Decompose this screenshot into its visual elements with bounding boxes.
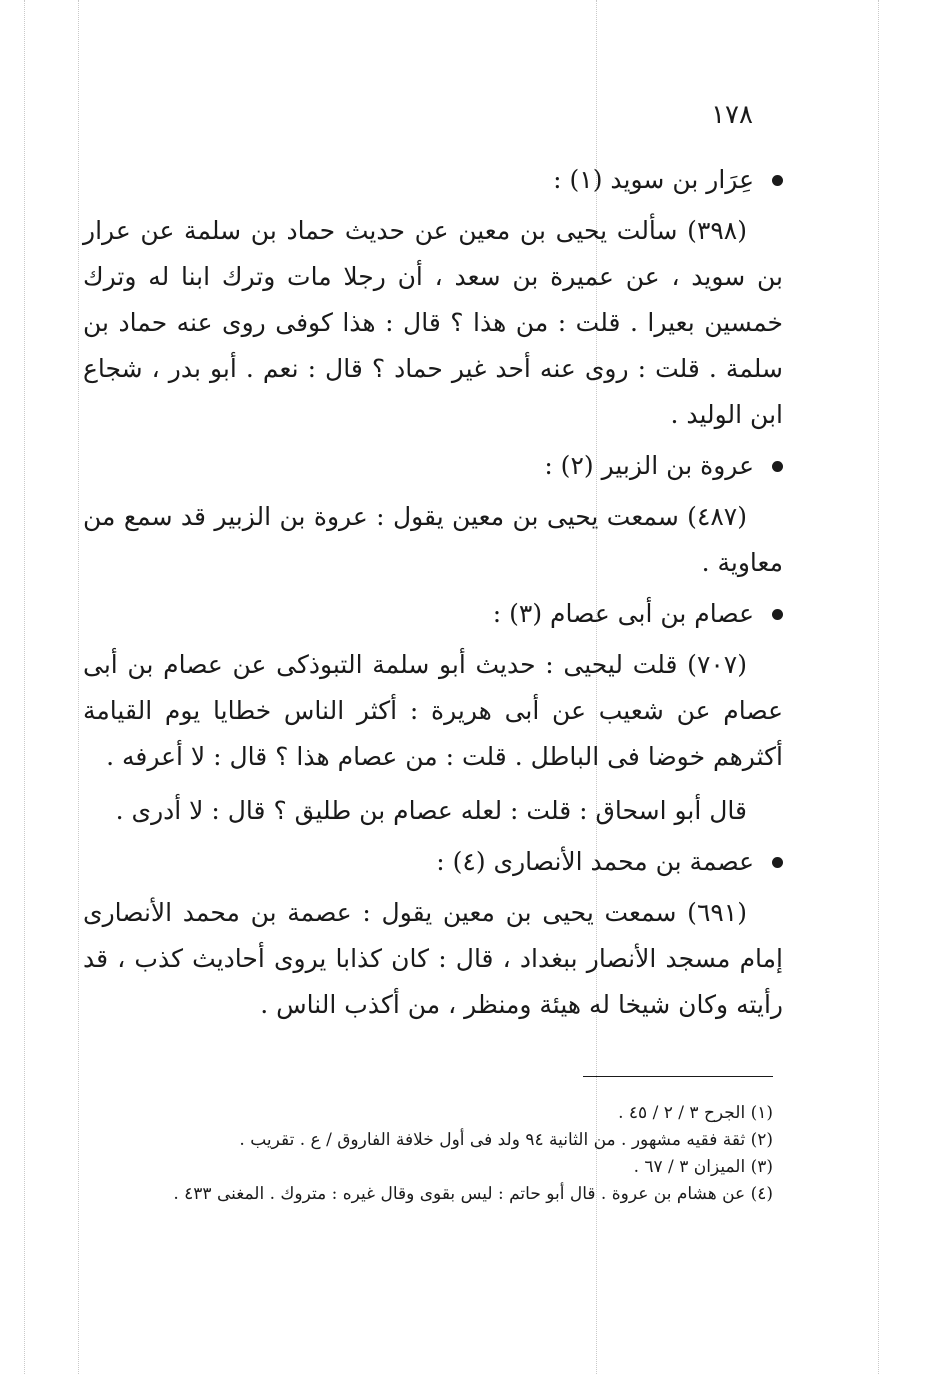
footnote: (٤) عن هشام بن عروة . قال أبو حاتم : ليس بقوى وقال غيره : متروك . المغنى ٤٣٣ . (173, 1184, 773, 1204)
section-heading-text: عروة بن الزبير (٢) : (544, 451, 754, 480)
section-heading (83, 446, 783, 486)
bullet-icon (772, 857, 783, 868)
bullet-icon (772, 609, 783, 620)
narration-paragraph: قال أبو اسحاق : قلت : لعله عصام بن طليق ؟ قال : لا أدرى . (115, 796, 747, 825)
section-heading-text: عِرَار بن سويد (١) : (553, 165, 754, 194)
footnote: (٣) الميزان ٣ / ٦٧ . (633, 1157, 773, 1177)
section-heading (83, 842, 783, 882)
bullet-icon (772, 175, 783, 186)
narration-paragraph: (٧٠٧) قلت ليحيى : حديث أبو سلمة التبوذكى عن عصام بن أبى عصام عن شعيب عن أبى هريرة : أكثر الناس خطايا يوم القيامة أكثرهم خوضا فى الباطل . قلت : من عصام هذا ؟ قال : لا أعرفه . (83, 650, 783, 771)
scan-guide-line (78, 0, 79, 1374)
footnote: (٢) ثقة فقيه مشهور . من الثانية ٩٤ ولد فى أول خلافة الفاروق / ع . تقريب . (239, 1130, 773, 1150)
footnote: (١) الجرح ٣ / ٢ / ٤٥ . (618, 1103, 773, 1123)
section-heading (83, 160, 783, 200)
footnotes (83, 1100, 773, 1208)
footnote-divider (583, 1076, 773, 1077)
main-text (83, 160, 783, 1036)
narration-paragraph: (٦٩١) سمعت يحيى بن معين يقول : عصمة بن محمد الأنصارى إمام مسجد الأنصار ببغداد ، قال : كان كذابا يروى أحاديث كذب ، قد رأيته وكان شيخا له هيئة ومنظر ، من أكذب الناس . (83, 898, 783, 1019)
section-heading-text: عصام بن أبى عصام (٣) : (492, 599, 754, 628)
narration-paragraph: (٤٨٧) سمعت يحيى بن معين يقول : عروة بن الزبير قد سمع من معاوية . (83, 502, 783, 577)
section-heading (83, 594, 783, 634)
narration-paragraph: (٣٩٨) سألت يحيى بن معين عن حديث حماد بن سلمة عن عرار بن سويد ، عن عميرة بن سعد ، أن رجلا مات وترك ابنا له وترك خمسين بعيرا . قلت : من هذا ؟ قال : هذا كوفى روى عنه حماد بن سلمة . قلت : روى عنه أحد غير حماد ؟ قال : نعم . أبو بدر ، شجاع ابن الوليد . (83, 216, 783, 429)
bullet-icon (772, 461, 783, 472)
page-number: ١٧٨ (711, 100, 753, 130)
scan-guide-line (24, 0, 25, 1374)
scan-guide-line (878, 0, 879, 1374)
section-heading-text: عصمة بن محمد الأنصارى (٤) : (436, 847, 754, 876)
